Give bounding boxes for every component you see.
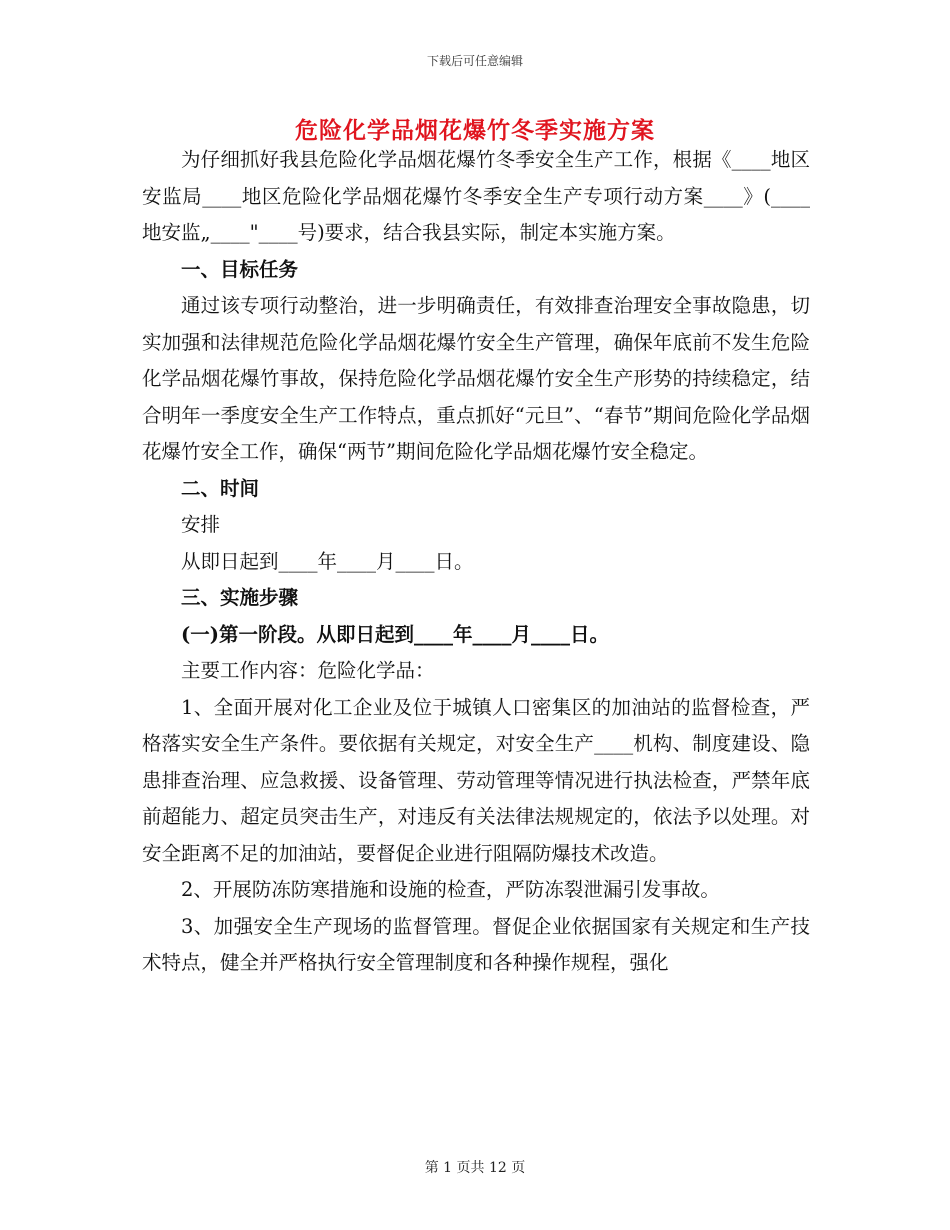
header-note: 下载后可任意编辑 bbox=[426, 54, 523, 68]
document-body bbox=[142, 142, 810, 982]
time-arrangement: 安排 bbox=[181, 513, 221, 536]
document-title: 危险化学品烟花爆竹冬季实施方案 bbox=[295, 117, 655, 144]
intro-paragraph: 为仔细抓好我县危险化学品烟花爆竹冬季安全生产工作，根据《____地区安监局____地区危险化学品烟花爆竹冬季安全生产专项行动方案____》(____地安监„____"____号)要求，结合我县实际，制定本实施方案。 bbox=[142, 148, 810, 244]
item-1: 1、全面开展对化工企业及位于城镇人口密集区的加油站的监督检查，严格落实安全生产条件。要依据有关规定，对安全生产____机构、制度建设、隐患排查治理、应急救援、设备管理、劳动管理等情况进行执法检查，严禁年底前超能力、超定员突击生产，对违反有关法律法规规定的，依法予以处理。对安全距离不足的加油站，要督促企业进行阻隔防爆技术改造。 bbox=[142, 695, 810, 865]
section-heading-time: 二、时间 bbox=[181, 476, 260, 500]
time-range: 从即日起到____年____月____日。 bbox=[181, 549, 474, 573]
phase-one-heading: (一)第一阶段。从即日起到____年____月____日。 bbox=[181, 622, 609, 646]
goals-paragraph: 通过该专项行动整治，进一步明确责任，有效排查治理安全事故隐患，切实加强和法律规范危险化学品烟花爆竹安全生产管理，确保年底前不发生危险化学品烟花爆竹事故，保持危险化学品烟花爆竹安全生产形势的持续稳定，结合明年一季度安全生产工作特点，重点抓好“元旦”、“春节”期间危险化学品烟花爆竹安全工作，确保“两节”期间危险化学品烟花爆竹安全稳定。 bbox=[142, 294, 810, 463]
page-footer: 第 1 页共 12 页 bbox=[424, 1160, 526, 1176]
item-2: 2、开展防冻防寒措施和设施的检查，严防冻裂泄漏引发事故。 bbox=[181, 878, 720, 901]
main-work-content: 主要工作内容：危险化学品： bbox=[181, 659, 435, 682]
item-3: 3、加强安全生产现场的监督管理。督促企业依据国家有关规定和生产技术特点，健全并严格执行安全管理制度和各种操作规程，强化 bbox=[142, 914, 810, 974]
section-heading-steps: 三、实施步骤 bbox=[181, 586, 299, 609]
section-heading-goals: 一、目标任务 bbox=[181, 257, 299, 281]
